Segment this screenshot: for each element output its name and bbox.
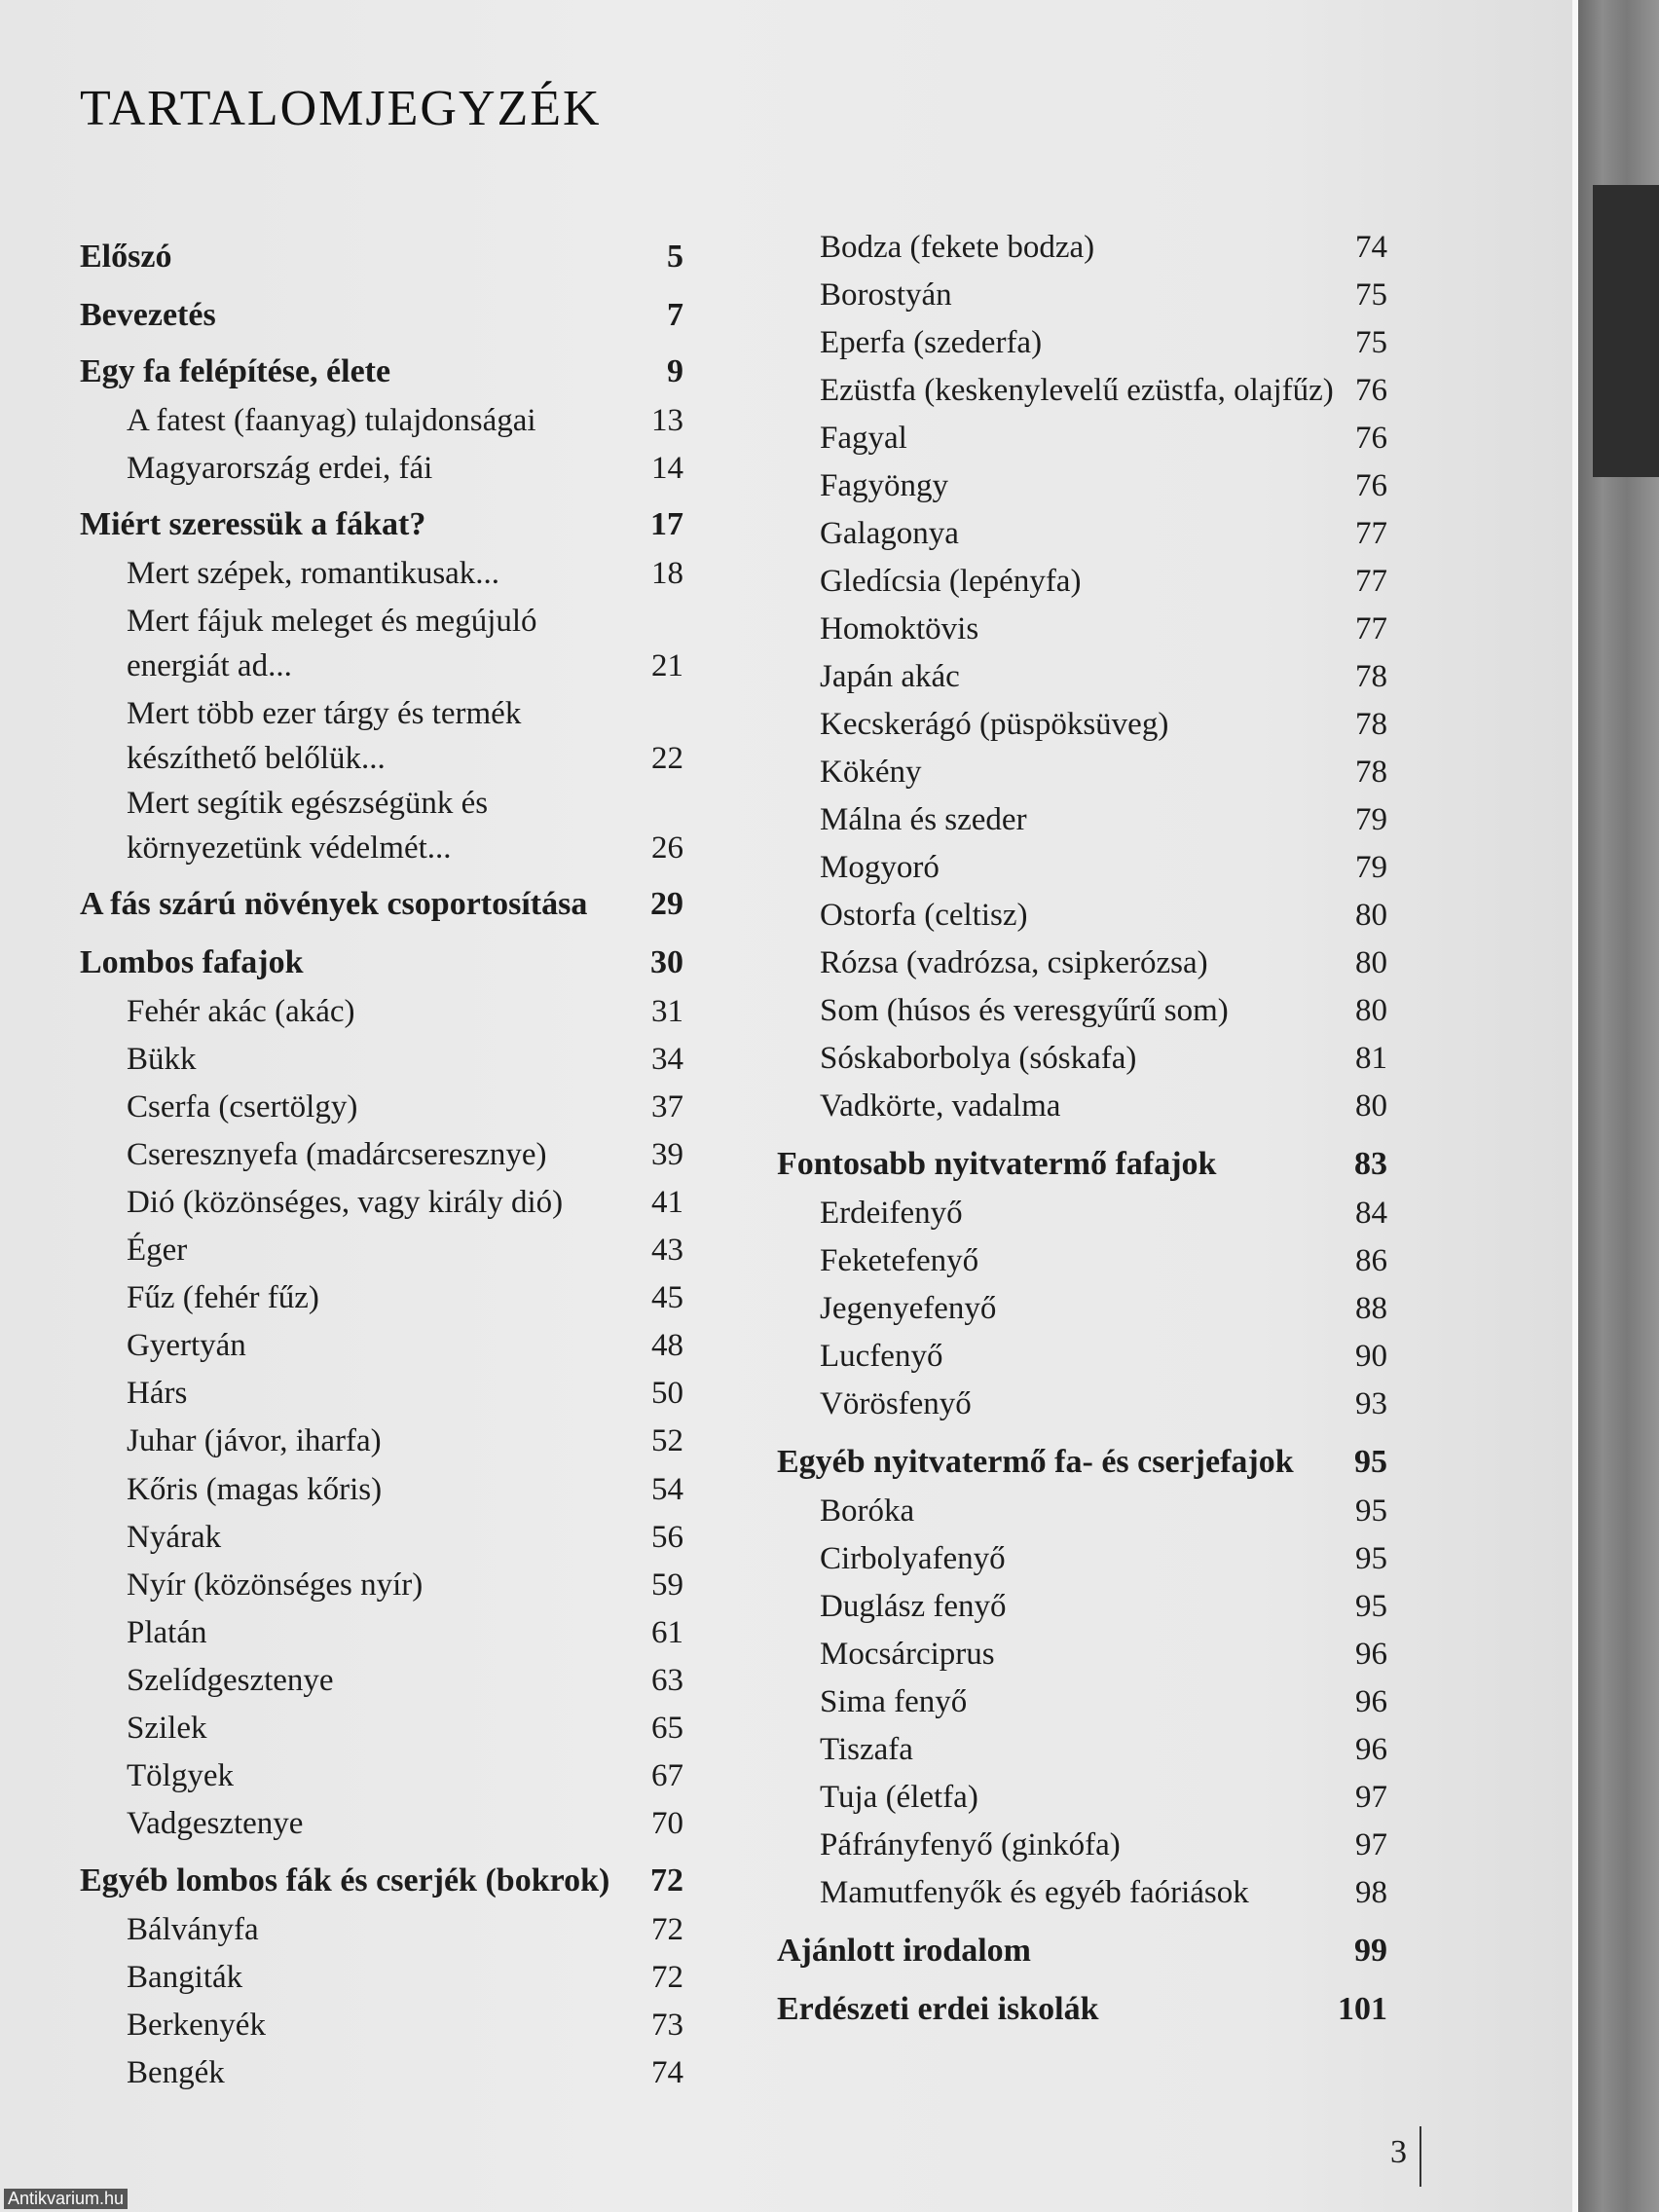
toc-entry-label: Vadgesztenye	[127, 1806, 304, 1841]
toc-page-number: 54	[651, 1472, 683, 1507]
toc-entry-label: Platán	[127, 1615, 207, 1650]
toc-entry	[127, 781, 683, 870]
toc-page-number: 30	[650, 944, 683, 980]
toc-entry-label: Nyír (közönséges nyír)	[127, 1567, 424, 1603]
toc-entry	[820, 749, 1387, 795]
toc-page-number: 76	[1355, 421, 1387, 456]
toc-entry	[127, 1906, 683, 1953]
toc-page-number: 97	[1355, 1827, 1387, 1862]
toc-page-number: 26	[651, 830, 683, 866]
toc-entry-label: Cserfa (csertölgy)	[127, 1089, 358, 1124]
toc-page-number: 77	[1355, 564, 1387, 599]
toc-entry	[127, 1179, 683, 1226]
toc-entry	[820, 1285, 1387, 1332]
toc-entry	[127, 1418, 683, 1464]
toc-page-number: 14	[651, 451, 683, 486]
toc-page-number: 72	[651, 1960, 683, 1995]
folio-rule	[1419, 2126, 1421, 2187]
toc-entry	[820, 987, 1387, 1034]
toc-page-number: 90	[1355, 1339, 1387, 1374]
toc-entry-label: Mamutfenyők és egyéb faóriások	[820, 1875, 1249, 1910]
toc-entry	[820, 1190, 1387, 1236]
toc-page-number: 31	[651, 994, 683, 1029]
toc-page-number: 43	[651, 1233, 683, 1268]
toc-page-number: 77	[1355, 516, 1387, 551]
toc-entry-label: Erdeifenyő	[820, 1196, 963, 1231]
toc-page-number: 98	[1355, 1875, 1387, 1910]
toc-entry-label: Kecskerágó (püspöksüveg)	[820, 707, 1169, 742]
toc-entry-label: Homoktövis	[820, 611, 979, 646]
toc-entry-label: Tuja (életfa)	[820, 1780, 978, 1815]
toc-entry-label: Fűz (fehér fűz)	[127, 1280, 319, 1315]
toc-section	[80, 349, 683, 395]
toc-entry-label: Mert szépek, romantikusak...	[127, 556, 500, 591]
toc-page-number: 80	[1355, 898, 1387, 933]
page-number: 3	[1390, 2134, 1407, 2170]
toc-page-number: 93	[1355, 1386, 1387, 1421]
toc-page-number: 86	[1355, 1243, 1387, 1278]
watermark: Antikvarium.hu	[4, 2189, 128, 2209]
toc-page-number: 76	[1355, 468, 1387, 503]
toc-page-number: 101	[1338, 1991, 1387, 2027]
toc-entry	[127, 1084, 683, 1130]
toc-entry-label: Fehér akác (akác)	[127, 994, 355, 1029]
toc-entry-label: Szilek	[127, 1711, 207, 1746]
toc-entry	[820, 272, 1387, 318]
toc-page-number: 61	[651, 1615, 683, 1650]
toc-entry	[127, 1562, 683, 1608]
toc-entry	[820, 796, 1387, 843]
toc-page-number: 78	[1355, 755, 1387, 790]
toc-page-number: 81	[1355, 1041, 1387, 1076]
toc-entry-label: Miért szeressük a fákat?	[80, 506, 426, 542]
toc-entry	[127, 2049, 683, 2096]
toc-entry	[127, 1036, 683, 1083]
toc-entry-label: Nyárak	[127, 1520, 222, 1555]
toc-entry-label: Erdészeti erdei iskolák	[777, 1991, 1099, 2027]
toc-page-number: 37	[651, 1089, 683, 1124]
toc-entry-label: Bodza (fekete bodza)	[820, 230, 1095, 265]
toc-entry	[127, 1609, 683, 1656]
toc-entry-label: Fontosabb nyitvatermő fafajok	[777, 1146, 1217, 1182]
toc-page-number: 97	[1355, 1780, 1387, 1815]
toc-entry-label: Borostyán	[820, 277, 952, 313]
toc-entry-label: Berkenyék	[127, 2008, 266, 2043]
toc-entry-label: Magyarország erdei, fái	[127, 451, 433, 486]
toc-entry	[127, 445, 683, 492]
toc-page-number: 80	[1355, 945, 1387, 980]
toc-entry-label: Fagyöngy	[820, 468, 948, 503]
toc-page-number: 77	[1355, 611, 1387, 646]
toc-entry	[820, 1774, 1387, 1821]
toc-entry	[127, 1322, 683, 1369]
toc-entry	[127, 1800, 683, 1847]
toc-entry-label: Hárs	[127, 1376, 188, 1411]
toc-page-number: 29	[650, 886, 683, 922]
toc-section	[80, 292, 683, 339]
toc-entry	[820, 1678, 1387, 1725]
toc-page-number: 45	[651, 1280, 683, 1315]
toc-entry-label: Tiszafa	[820, 1732, 913, 1767]
toc-entry	[820, 462, 1387, 509]
toc-entry-label: Gledícsia (lepényfa)	[820, 564, 1082, 599]
toc-entry-label: Kőris (magas kőris)	[127, 1472, 383, 1507]
toc-entry	[820, 1083, 1387, 1129]
toc-page-number: 63	[651, 1663, 683, 1698]
toc-page-number: 39	[651, 1137, 683, 1172]
toc-page-number: 84	[1355, 1196, 1387, 1231]
toc-entry-label: Mert több ezer tárgy és termék készíthető belőlük...	[127, 696, 522, 776]
toc-page-number: 76	[1355, 373, 1387, 408]
toc-section	[777, 1986, 1387, 2033]
toc-page-number: 50	[651, 1376, 683, 1411]
toc-section	[777, 1141, 1387, 1188]
toc-entry-label: Páfrányfenyő (ginkófa)	[820, 1827, 1121, 1862]
toc-entry-label: Dió (közönséges, vagy király dió)	[127, 1185, 564, 1220]
toc-entry	[127, 1466, 683, 1513]
toc-entry-label: Szelídgesztenye	[127, 1663, 334, 1698]
toc-entry-label: A fás szárú növények csoportosítása	[80, 886, 588, 922]
toc-entry	[127, 1752, 683, 1799]
toc-entry-label: Sóskaborbolya (sóskafa)	[820, 1041, 1137, 1076]
toc-entry-label: Bükk	[127, 1042, 197, 1077]
toc-page-number: 95	[1354, 1444, 1387, 1480]
toc-page-number: 41	[651, 1185, 683, 1220]
toc-entry	[820, 1869, 1387, 1916]
toc-entry	[820, 1726, 1387, 1773]
toc-section	[80, 501, 683, 548]
toc-entry-label: Bálványfa	[127, 1912, 259, 1947]
toc-entry	[820, 1535, 1387, 1582]
toc-entry-label: Egyéb nyitvatermő fa- és cserjefajok	[777, 1444, 1294, 1480]
toc-page-number: 75	[1355, 277, 1387, 313]
toc-page-number: 21	[651, 648, 683, 683]
toc-entry-label: Bangiták	[127, 1960, 243, 1995]
toc-entry-label: Fagyal	[820, 421, 907, 456]
toc-page-number: 78	[1355, 659, 1387, 694]
toc-entry	[820, 844, 1387, 891]
toc-entry-label: Bevezetés	[80, 297, 216, 333]
toc-section	[777, 1439, 1387, 1486]
toc-page-number: 18	[651, 556, 683, 591]
toc-entry-label: Gyertyán	[127, 1328, 246, 1363]
toc-page-number: 48	[651, 1328, 683, 1363]
toc-entry-label: Duglász fenyő	[820, 1589, 1007, 1624]
toc-page-number: 96	[1355, 1732, 1387, 1767]
toc-entry	[820, 701, 1387, 748]
toc-page-number: 95	[1355, 1589, 1387, 1624]
toc-entry-label: Ajánlott irodalom	[777, 1933, 1031, 1969]
toc-page-number: 74	[1355, 230, 1387, 265]
toc-entry	[820, 224, 1387, 271]
toc-entry-label: Egyéb lombos fák és cserjék (bokrok)	[80, 1862, 610, 1899]
toc-section	[80, 940, 683, 986]
toc-entry-label: Japán akác	[820, 659, 960, 694]
toc-page-number: 7	[667, 297, 683, 333]
toc-page-number: 80	[1355, 1088, 1387, 1124]
toc-page-number: 9	[667, 353, 683, 389]
toc-entry	[127, 1954, 683, 2001]
toc-page-number: 99	[1354, 1933, 1387, 1969]
toc-entry-label: Galagonya	[820, 516, 959, 551]
toc-entry-label: Boróka	[820, 1493, 915, 1529]
toc-page-number: 83	[1354, 1146, 1387, 1182]
toc-entry-label: Éger	[127, 1233, 188, 1268]
toc-entry-label: A fatest (faanyag) tulajdonságai	[127, 403, 536, 438]
toc-entry-label: Sima fenyő	[820, 1684, 968, 1719]
toc-page-number: 75	[1355, 325, 1387, 360]
toc-entry	[820, 653, 1387, 700]
toc-entry	[127, 1657, 683, 1704]
toc-entry	[820, 1583, 1387, 1630]
toc-entry-label: Eperfa (szederfa)	[820, 325, 1043, 360]
toc-entry	[820, 367, 1387, 414]
toc-entry-label: Egy fa felépítése, élete	[80, 353, 391, 389]
toc-page-number: 56	[651, 1520, 683, 1555]
toc-entry-label: Feketefenyő	[820, 1243, 979, 1278]
toc-page-number: 52	[651, 1423, 683, 1458]
toc-entry	[127, 550, 683, 597]
toc-entry-label: Mert fájuk meleget és megújuló energiát ad...	[127, 604, 537, 683]
toc-entry	[127, 691, 683, 781]
toc-entry-label: Bengék	[127, 2055, 225, 2090]
toc-entry-label: Rózsa (vadrózsa, csipkerózsa)	[820, 945, 1208, 980]
toc-entry	[127, 1131, 683, 1178]
toc-page-number: 5	[667, 239, 683, 275]
toc-page-number: 78	[1355, 707, 1387, 742]
toc-entry	[127, 1370, 683, 1417]
toc-entry	[820, 415, 1387, 461]
toc-page-number: 79	[1355, 850, 1387, 885]
toc-page-number: 72	[650, 1862, 683, 1899]
toc-entry-label: Vadkörte, vadalma	[820, 1088, 1061, 1124]
toc-entry-label: Málna és szeder	[820, 802, 1027, 837]
toc-entry	[820, 606, 1387, 652]
toc-entry	[820, 510, 1387, 557]
toc-entry-label: Cirbolyafenyő	[820, 1541, 1006, 1576]
toc-page-number: 13	[651, 403, 683, 438]
toc-entry	[127, 1514, 683, 1561]
spine-shadow	[1593, 185, 1659, 477]
toc-entry	[127, 397, 683, 444]
toc-entry-label: Tölgyek	[127, 1758, 234, 1793]
toc-entry	[127, 1705, 683, 1751]
toc-entry-label: Lombos fafajok	[80, 944, 304, 980]
toc-page-number: 88	[1355, 1291, 1387, 1326]
toc-page-number: 22	[651, 741, 683, 776]
toc-page-number: 96	[1355, 1684, 1387, 1719]
toc-page-number: 72	[651, 1912, 683, 1947]
toc-entry	[820, 1237, 1387, 1284]
toc-entry	[820, 940, 1387, 986]
toc-entry-label: Ostorfa (celtisz)	[820, 898, 1028, 933]
toc-page-number: 95	[1355, 1541, 1387, 1576]
toc-entry-label: Előszó	[80, 239, 172, 275]
toc-entry-label: Mocsárciprus	[820, 1637, 995, 1672]
toc-entry	[820, 558, 1387, 605]
toc-entry-label: Cseresznyefa (madárcseresznye)	[127, 1137, 547, 1172]
toc-entry	[820, 319, 1387, 366]
toc-entry	[127, 599, 683, 688]
toc-entry-label: Mogyoró	[820, 850, 940, 885]
toc-page-number: 70	[651, 1806, 683, 1841]
toc-entry	[127, 988, 683, 1035]
toc-page-number: 74	[651, 2055, 683, 2090]
toc-entry-label: Ezüstfa (keskenylevelű ezüstfa, olajfűz)	[820, 373, 1334, 408]
toc-entry	[127, 2002, 683, 2048]
toc-entry-label: Kökény	[820, 755, 922, 790]
toc-entry-label: Jegenyefenyő	[820, 1291, 997, 1326]
toc-page-number: 73	[651, 2008, 683, 2043]
toc-section	[80, 1858, 683, 1904]
toc-entry	[127, 1274, 683, 1321]
toc-entry	[820, 1035, 1387, 1082]
toc-entry	[820, 1631, 1387, 1677]
toc-page-number: 67	[651, 1758, 683, 1793]
page-title: TARTALOMJEGYZÉK	[80, 81, 602, 136]
toc-entry	[820, 1381, 1387, 1427]
toc-page-number: 65	[651, 1711, 683, 1746]
toc-entry	[820, 892, 1387, 939]
toc-entry-label: Juhar (jávor, iharfa)	[127, 1423, 382, 1458]
toc-page-number: 59	[651, 1567, 683, 1603]
toc-entry	[820, 1333, 1387, 1380]
toc-page-number: 80	[1355, 993, 1387, 1028]
toc-page-number: 95	[1355, 1493, 1387, 1529]
toc-page-number: 34	[651, 1042, 683, 1077]
toc-entry	[820, 1822, 1387, 1868]
toc-section	[777, 1928, 1387, 1974]
toc-page-number: 17	[650, 506, 683, 542]
toc-entry	[127, 1227, 683, 1273]
toc-entry-label: Lucfenyő	[820, 1339, 943, 1374]
toc-entry-label: Vörösfenyő	[820, 1386, 972, 1421]
toc-page-number: 79	[1355, 802, 1387, 837]
toc-entry	[820, 1488, 1387, 1534]
toc-entry-label: Som (húsos és veresgyűrű som)	[820, 993, 1229, 1028]
toc-section	[80, 881, 683, 928]
toc-page-number: 96	[1355, 1637, 1387, 1672]
toc-section	[80, 234, 683, 280]
toc-entry-label: Mert segítik egészségünk és környezetünk védelmét...	[127, 786, 489, 866]
